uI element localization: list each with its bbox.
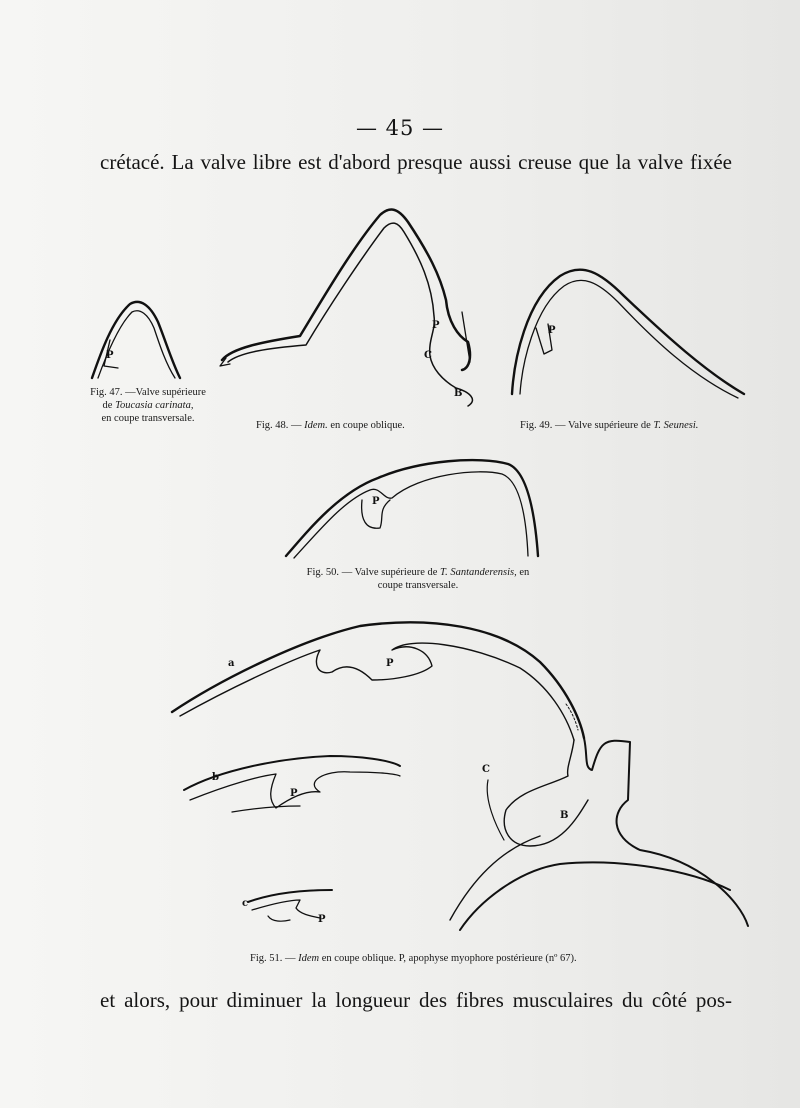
- fig47-species: Toucasia carinata,: [115, 400, 194, 411]
- fig49-number: Fig. 49.: [520, 420, 553, 431]
- fig48-caption-a: —: [291, 420, 302, 431]
- fig51-label-b-big: B: [560, 810, 569, 821]
- fig48-species: Idem.: [304, 420, 328, 431]
- figure-51b-drawing: [184, 756, 400, 812]
- caption-fig-47: [84, 386, 212, 425]
- caption-fig-48: [256, 419, 466, 432]
- fig48-number: Fig. 48.: [256, 420, 289, 431]
- caption-fig-51: [250, 952, 630, 965]
- fig51-label-a: a: [228, 658, 235, 669]
- fig49-label-p: P: [548, 325, 556, 336]
- fig49-species: T. Seunesi.: [653, 420, 699, 431]
- fig47-caption-a: —Valve supérieure: [125, 387, 206, 398]
- fig47-caption-c: en coupe transversale.: [101, 413, 195, 424]
- fig50-caption-b: en: [519, 567, 530, 578]
- body-text-top: crétacé. La valve libre est d'abord presque aussi creuse que la valve fixée: [100, 150, 732, 174]
- fig51-species: Idem: [298, 953, 320, 964]
- fig51-number: Fig. 51.: [250, 953, 283, 964]
- fig47-label-p: P: [106, 350, 114, 361]
- fig48-label-b: B: [454, 388, 463, 399]
- fig51-label-p-b: P: [290, 788, 298, 799]
- caption-fig-49: [520, 419, 770, 432]
- fig51-label-c: C: [482, 764, 490, 775]
- fig47-caption-b: de: [102, 400, 113, 411]
- fig48-label-c: C: [424, 350, 432, 361]
- fig50-label-p: P: [372, 496, 380, 507]
- figure-48-drawing: [220, 210, 472, 406]
- fig50-caption-a: — Valve supérieure de: [341, 567, 438, 578]
- fig51-caption-a: —: [285, 953, 296, 964]
- figure-51-drawing: [172, 622, 748, 930]
- fig51-label-c-small: c: [242, 898, 249, 909]
- fig47-number: Fig. 47.: [90, 387, 123, 398]
- fig51-caption-b: en coupe oblique. P, apophyse myophore postérieure (nº 67).: [321, 953, 577, 964]
- fig50-caption-c: coupe transversale.: [377, 580, 459, 591]
- fig50-species: T. Santanderensis,: [440, 567, 517, 578]
- fig51-label-p-c: P: [318, 914, 326, 925]
- fig50-number: Fig. 50.: [306, 567, 340, 578]
- fig51-label-b-small: b: [212, 772, 219, 783]
- page-number: — 45 —: [355, 116, 445, 140]
- fig49-caption-a: — Valve supérieure de: [555, 420, 651, 431]
- figure-50-drawing: [286, 460, 538, 558]
- figure-49-drawing: [512, 270, 744, 398]
- body-text-bottom: et alors, pour diminuer la longueur des fibres musculaires du côté pos-: [100, 988, 732, 1012]
- fig48-caption-b: en coupe oblique.: [330, 420, 405, 431]
- caption-fig-50: [268, 566, 568, 592]
- figure-47-drawing: [92, 302, 180, 378]
- fig48-label-p: P: [432, 320, 440, 331]
- fig51-label-p-main: P: [386, 658, 394, 669]
